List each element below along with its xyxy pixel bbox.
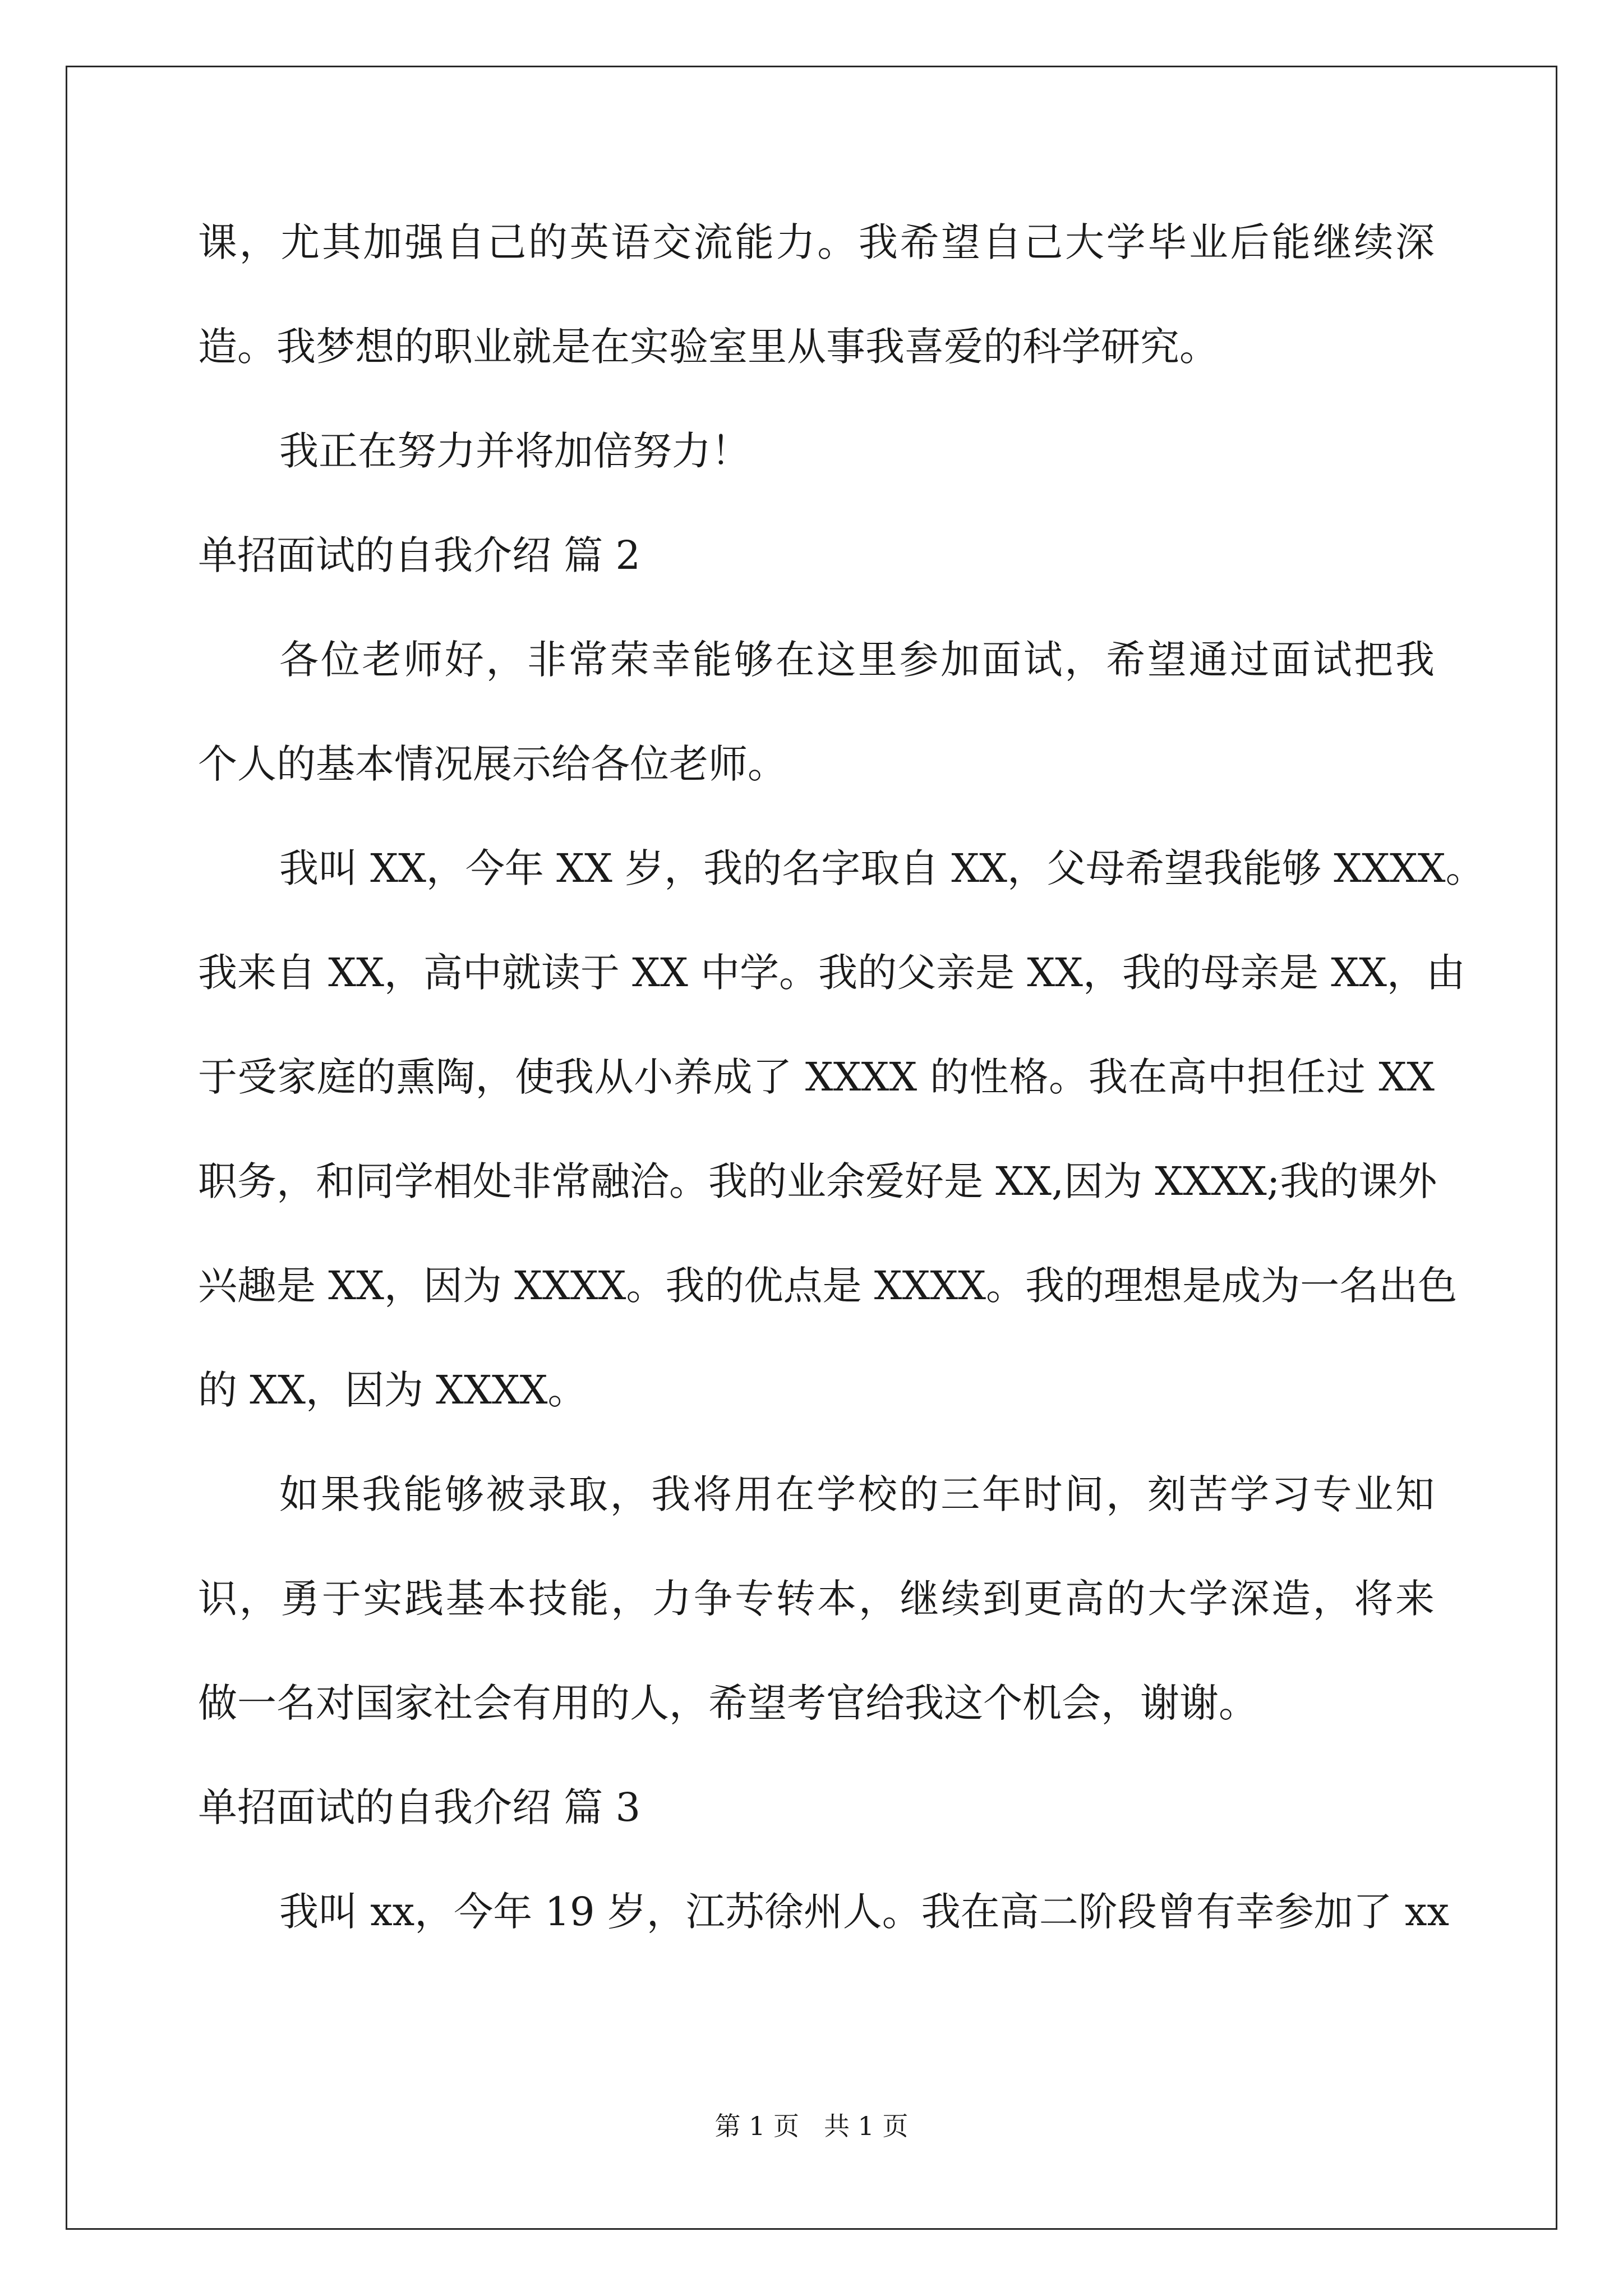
paragraph-line: 做一名对国家社会有用的人，希望考官给我这个机会，谢谢。 [198, 1680, 1258, 1726]
paragraph-line: 造。我梦想的职业就是在实验室里从事我喜爱的科学研究。 [198, 324, 1219, 370]
paragraph-line: 的 XX，因为 XXXX。 [198, 1367, 587, 1413]
page-footer [0, 2109, 1623, 2143]
paragraph-line: 我正在努力并将加倍努力！ [279, 428, 750, 474]
paragraph-line: 于受家庭的熏陶，使我从小养成了 XXXX 的性格。我在高中担任过 XX [198, 1054, 1435, 1100]
paragraph-line: 课，尤其加强自己的英语交流能力。我希望自己大学毕业后能继续深 [198, 219, 1435, 265]
paragraph-line: 识，勇于实践基本技能，力争专转本，继续到更高的大学深造，将来 [198, 1576, 1435, 1622]
section-heading: 单招面试的自我介绍 篇 2 [198, 532, 641, 578]
paragraph-line: 个人的基本情况展示给各位老师。 [198, 741, 787, 787]
section-heading: 单招面试的自我介绍 篇 3 [198, 1784, 641, 1830]
paragraph-line: 各位老师好，非常荣幸能够在这里参加面试，希望通过面试把我 [279, 637, 1435, 683]
page-total: 共 1 页 [823, 2111, 909, 2141]
paragraph-line: 我来自 XX，高中就读于 XX 中学。我的父亲是 XX，我的母亲是 XX，由 [198, 950, 1465, 996]
document-body [198, 216, 1485, 1938]
paragraph-line: 我叫 XX，今年 XX 岁，我的名字取自 XX，父母希望我能够 XXXX。 [279, 845, 1485, 891]
page-number: 第 1 页 [714, 2111, 800, 2141]
paragraph-line: 职务，和同学相处非常融洽。我的业余爱好是 XX,因为 XXXX;我的课外 [198, 1158, 1437, 1204]
paragraph-line: 兴趣是 XX，因为 XXXX。我的优点是 XXXX。我的理想是成为一名出色 [198, 1263, 1458, 1309]
paragraph-line: 如果我能够被录取，我将用在学校的三年时间，刻苦学习专业知 [279, 1471, 1435, 1517]
paragraph-line: 我叫 xx，今年 19 岁，江苏徐州人。我在高二阶段曾有幸参加了 xx [279, 1889, 1449, 1935]
